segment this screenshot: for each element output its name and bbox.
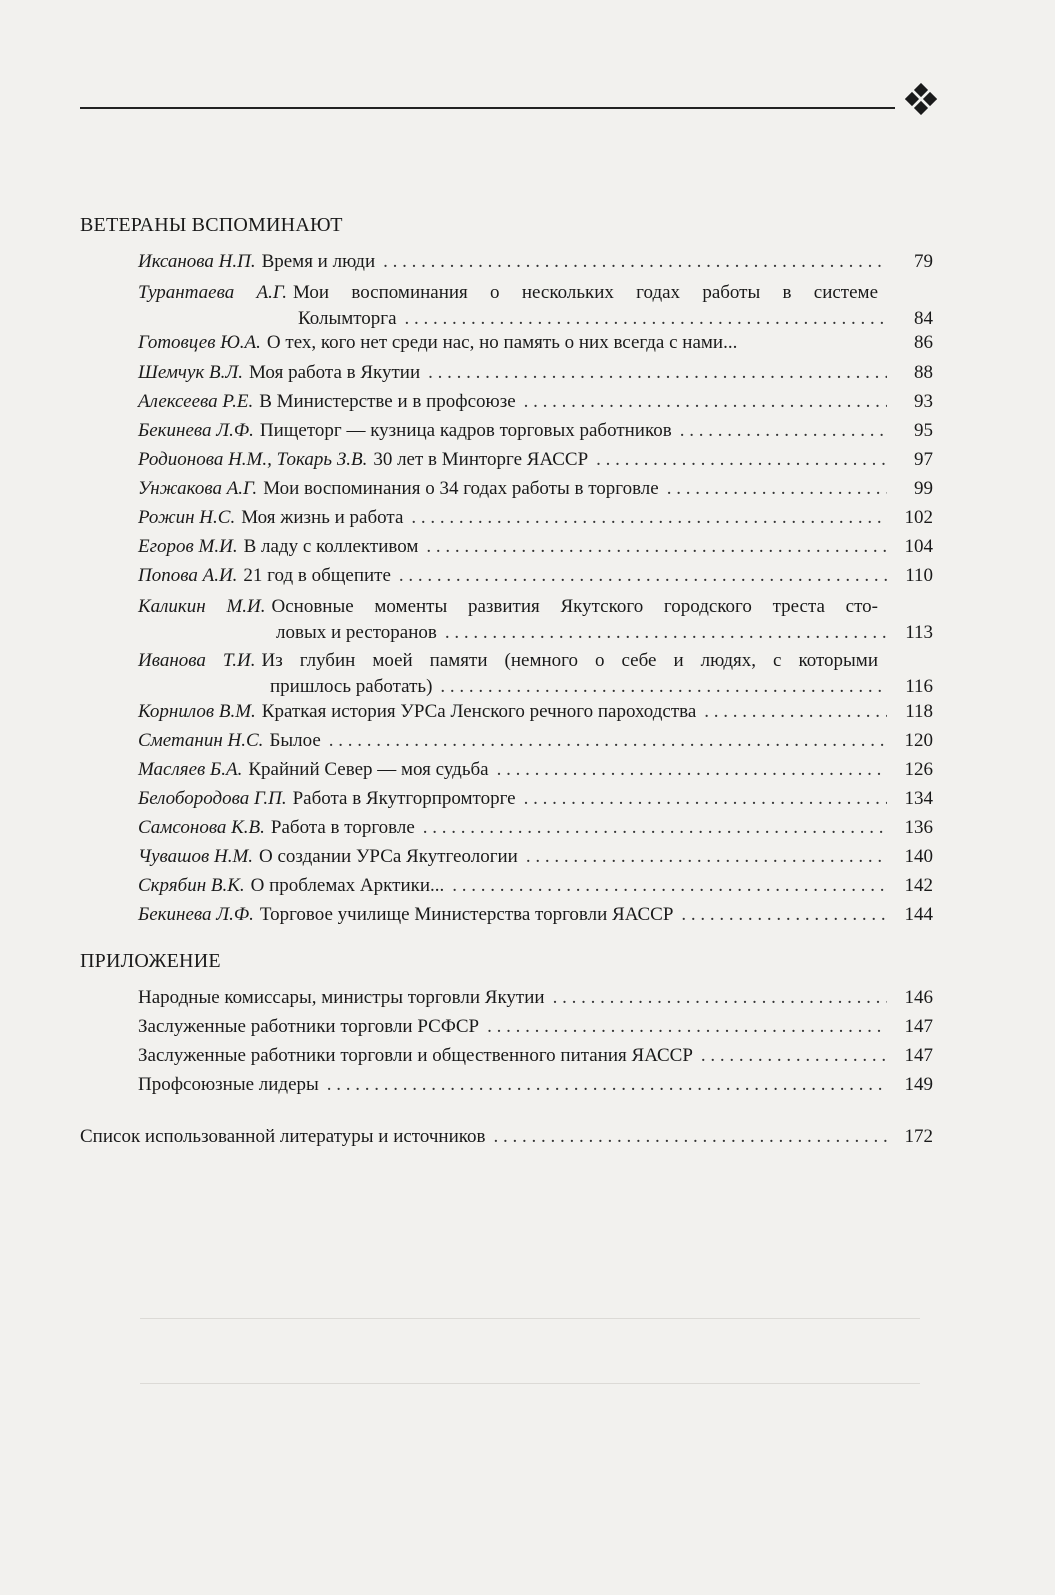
entry-title: О создании УРСа Якутгеологии xyxy=(259,846,518,867)
entry-author: Готовцев Ю.А. xyxy=(138,332,261,353)
entry-title: О тех, кого нет среди нас, но память о них всегда с нами... xyxy=(266,332,738,353)
entry-title: Работа в торговле xyxy=(270,817,415,838)
entry-title-line2: ловых и ресторанов xyxy=(276,622,437,643)
entry-title: Краткая история УРСа Ленского речного пароходства xyxy=(261,701,697,722)
entry-author: Корнилов В.М. xyxy=(138,701,256,722)
toc-entry xyxy=(138,728,933,757)
entry-author: Егоров М.И. xyxy=(138,536,238,557)
entry-author: Самсонова К.В. xyxy=(138,817,265,838)
entry-page: 110 xyxy=(905,565,933,586)
toc-entry xyxy=(138,534,933,563)
entry-title-line2: пришлось работать) xyxy=(270,676,433,697)
entry-page: 136 xyxy=(904,817,933,838)
toc-entry xyxy=(138,1072,933,1101)
entry-page: 93 xyxy=(914,391,933,412)
entry-author: Попова А.И. xyxy=(138,565,238,586)
entry-title: Список использованной литературы и источников xyxy=(80,1126,486,1147)
bleed-through-rule xyxy=(140,1383,920,1384)
entry-author: Родионова Н.М., Токарь З.В. xyxy=(138,449,368,470)
entry-author: Масляев Б.А. xyxy=(138,759,243,780)
entry-page: 84 xyxy=(914,308,933,329)
toc-entry xyxy=(138,280,933,332)
entry-title: Крайний Север — моя судьба xyxy=(248,759,489,780)
toc-entry xyxy=(138,389,933,418)
entry-title: 21 год в общепите xyxy=(243,565,391,586)
entry-author: Бекинева Л.Ф. xyxy=(138,420,254,441)
entry-page: 118 xyxy=(905,701,933,722)
toc-entry xyxy=(138,360,933,389)
bleed-through-rule xyxy=(140,1318,920,1319)
entry-page: 120 xyxy=(904,730,933,751)
entry-page: 126 xyxy=(904,759,933,780)
toc-entry xyxy=(138,902,933,931)
entry-author: Скрябин В.К. xyxy=(138,875,245,896)
entry-page: 113 xyxy=(905,622,933,643)
entry-title: О проблемах Арктики... xyxy=(250,875,445,896)
entry-title: Моя жизнь и работа xyxy=(241,507,404,528)
entry-title: Заслуженные работники торговли РСФСР xyxy=(138,1016,480,1037)
entry-page: 146 xyxy=(904,987,933,1008)
entry-author: Каликин М.И. xyxy=(138,596,266,617)
entry-page: 172 xyxy=(904,1126,933,1147)
toc-entry-bibliography xyxy=(80,1124,933,1153)
entry-title-line1: Основные моменты развития Якутского городского треста сто- xyxy=(271,596,878,617)
toc-entry xyxy=(138,815,933,844)
entry-page: 147 xyxy=(904,1045,933,1066)
entry-author: Белобородова Г.П. xyxy=(138,788,287,809)
toc-entry xyxy=(138,1043,933,1072)
toc-entry xyxy=(138,1014,933,1043)
entry-page: 79 xyxy=(914,251,933,272)
entry-page: 102 xyxy=(904,507,933,528)
entry-author: Рожин Н.С. xyxy=(138,507,236,528)
entry-title: Профсоюзные лидеры xyxy=(138,1074,319,1095)
entry-author: Иксанова Н.П. xyxy=(138,251,256,272)
entry-page: 134 xyxy=(904,788,933,809)
entry-page: 99 xyxy=(914,478,933,499)
entry-page: 144 xyxy=(904,904,933,925)
entry-page: 88 xyxy=(914,362,933,383)
entry-title: Мои воспоминания о 34 годах работы в торговле xyxy=(263,478,659,499)
diamond-ornament-icon xyxy=(905,83,937,115)
toc-entry xyxy=(138,418,933,447)
entry-author: Шемчук В.Л. xyxy=(138,362,244,383)
entry-title: В ладу с коллективом xyxy=(243,536,419,557)
entry-page: 149 xyxy=(904,1074,933,1095)
entry-title: Работа в Якутгорпромторге xyxy=(292,788,516,809)
entry-title: Заслуженные работники торговли и общественного питания ЯАССР xyxy=(138,1045,693,1066)
entry-author: Алексеева Р.Е. xyxy=(138,391,254,412)
toc-entry xyxy=(138,505,933,534)
entry-title-line1: Мои воспоминания о нескольких годах работы в системе xyxy=(293,282,878,303)
entry-title-line2: Колымторга xyxy=(298,308,397,329)
section-title-appendix: ПРИЛОЖЕНИЕ xyxy=(80,950,221,972)
entry-page: 147 xyxy=(904,1016,933,1037)
toc-entry xyxy=(138,594,933,646)
entry-title: Пищеторг — кузница кадров торговых работников xyxy=(259,420,672,441)
toc-entry xyxy=(138,699,933,728)
entry-title: Былое xyxy=(269,730,321,751)
entry-page: 104 xyxy=(904,536,933,557)
entry-title: Торговое училище Министерства торговли ЯАССР xyxy=(259,904,674,925)
toc-entry xyxy=(138,447,933,476)
toc-entry xyxy=(138,985,933,1014)
entry-author: Унжакова А.Г. xyxy=(138,478,258,499)
toc-entry xyxy=(138,476,933,505)
entry-page: 95 xyxy=(914,420,933,441)
section-title-veterans: ВЕТЕРАНЫ ВСПОМИНАЮТ xyxy=(80,214,343,236)
toc-entry xyxy=(138,873,933,902)
toc-entry xyxy=(138,330,933,359)
entry-author: Чувашов Н.М. xyxy=(138,846,254,867)
entry-page: 142 xyxy=(904,875,933,896)
entry-title: 30 лет в Минторге ЯАССР xyxy=(373,449,589,470)
toc-entry xyxy=(138,844,933,873)
entry-title-line1: Из глубин моей памяти (немного о себе и людях, с которыми xyxy=(261,650,878,671)
entry-title: В Министерстве и в профсоюзе xyxy=(259,391,516,412)
toc-entry xyxy=(138,757,933,786)
entry-title: Моя работа в Якутии xyxy=(249,362,421,383)
entry-page: 86 xyxy=(914,332,933,353)
entry-author: Сметанин Н.С. xyxy=(138,730,264,751)
entry-author: Иванова Т.И. xyxy=(138,650,256,671)
entry-author: Турантаева А.Г. xyxy=(138,282,287,303)
entry-page: 116 xyxy=(905,676,933,697)
toc-entry xyxy=(138,648,933,700)
header-rule xyxy=(80,107,895,109)
entry-title: Народные комиссары, министры торговли Якутии xyxy=(138,987,545,1008)
toc-entry xyxy=(138,249,933,278)
entry-author: Бекинева Л.Ф. xyxy=(138,904,254,925)
toc-entry xyxy=(138,563,933,592)
entry-page: 97 xyxy=(914,449,933,470)
toc-entry xyxy=(138,786,933,815)
entry-page: 140 xyxy=(904,846,933,867)
entry-title: Время и люди xyxy=(261,251,376,272)
